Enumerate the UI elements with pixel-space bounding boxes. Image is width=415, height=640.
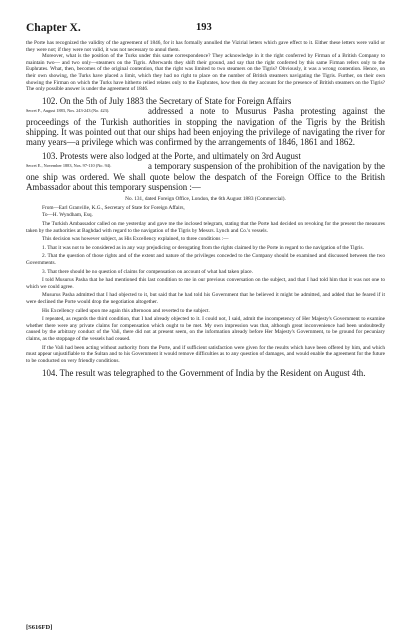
despatch-to: To—H. Wyndham, Esq. <box>42 212 93 218</box>
despatch-paragraph: Musurus Pasha admitted that I had objected to it, but said that he had told his Government that he believed it might be admitted, and added that he feared if it were declined the Porte would drop the negotiation altogether. <box>26 292 385 305</box>
footer-mark: [S616FD] <box>26 624 53 631</box>
intro-paragraph: Moreover, what is the position of the Turks under this same correspondence? They acknowledge in it the right conferred by Firman of a British Company to maintain two— and two only—steamers on the Tigris. Afterwards they shift their ground, and say that the right conferred by this same Firman refers only to the Euphrates. What, then, becomes of the original contention, that the right was limited to two steamers on the Tigris? Obviously, it was a wrong contention. Hence, on their own showing, the Turks have placed a limit, which they had no right to place on the number of British steamers navigating the Tigris. Further, on their own showing the Firman on which the Turks have hitherto relied relates only to the Euphrates, how then do they account for the presence of British steamers on the Tigris? The only possible answer is under the agreement of 1846. <box>26 53 385 93</box>
section-102 <box>26 96 385 148</box>
despatch-paragraph: His Excellency called upon me again this afternoon and reverted to the subject. <box>42 307 210 314</box>
section-102-lead: 102. On the 5th of July 1883 the Secretary of State for Foreign Affairs <box>42 95 292 106</box>
despatch-paragraph: I told Musurus Pasha that he had mentioned this last condition to me in our previous conversation on the subject, and that I had told him that it was not one to which we could agree. <box>26 277 385 290</box>
page-header <box>26 22 385 38</box>
section-102-body: addressed a note to Musurus Pasha protesting against the proceedings of the Turkish authorities in stopping the navigation of the Tigris by the British shipping. It was pointed out that our ships had been enjoying the privilege of navigating the river for many years—a privilege which was confirmed by the arrangements of 1846, 1861 and 1862. <box>26 106 385 148</box>
despatch-from: From—Earl Granville, K.G., Secretary of State for Foreign Affairs, <box>42 205 185 211</box>
despatch-paragraph: The Turkish Ambassador called on me yesterday and gave me the inclosed telegram, stating that the Porte had decided on revoking for the present the measures taken by the authorities at Baghdad with regard to the navigation of the Tigris by Messrs. Lynch and Co.'s vessels. <box>26 221 385 234</box>
section-103-lead: 103. Protests were also lodged at the Porte, and ultimately on 3rd August <box>42 150 301 161</box>
section-104: 104. The result was telegraphed to the Government of India by the Resident on August 4th. <box>42 368 366 379</box>
despatch-paragraph: I repeated, as regards the third condition, that I had already objected to it. I could not, I said, admit the incompetency of Her Majesty's Government to examine whether there were any private claims for compensation which ought to be met. My own impression was that, although great inconvenience had been undoubtedly caused by the arbitrary conduct of the Vali, there did not at present seem, on the information already before Her Majesty's Government, to be ground for pecuniary claims, as the stoppage of the vessels had ceased. <box>26 316 385 342</box>
despatch-paragraph: 1. That it was not to be considered as in any way prejudicing or derogating from the rights claimed by the Porte in regard to the navigation of the Tigris. <box>42 244 364 251</box>
section-103 <box>26 151 385 193</box>
despatch-body <box>26 221 385 364</box>
section-102-margin-note: Secret F., August 1883, Nos. 243-243 (No. 423). <box>26 108 110 114</box>
intro-paragraph: the Porte has recognized the validity of the agreement of 1846, for it has formally annulled the Vizirial letters which gave effect to it. Either these letters were valid or they were not; if they were not valid, it was not necessary to annul them. <box>26 40 385 53</box>
page-number: 193 <box>196 22 212 33</box>
despatch-paragraph: 3. That there should be no question of claims for compensation on account of what had taken place. <box>42 268 253 275</box>
section-103-margin-note: Secret E., November 1883, Nos. 97-110 (No. 94). <box>26 163 112 169</box>
despatch-paragraph: This decision was however subject, as His Excellency explained, to three conditions :— <box>42 236 229 243</box>
section-103-body: a temporary suspension of the prohibition of the navigation by the one ship was ordered. We shall quote below the despatch of the Foreign Office to the British Ambassador about this temporary suspension :— <box>26 161 385 192</box>
chapter-heading: Chapter X. <box>26 22 81 34</box>
despatch-paragraph: 2. That the question of those rights and of the extent and nature of the privileges conceded to the Company should be examined and discussed between the two Governments. <box>26 253 385 266</box>
despatch-heading: No. 131, dated Foreign Office, London, the 6th August 1883 (Commercial). <box>125 196 286 203</box>
despatch-paragraph: If the Vali had been acting without authority from the Porte, and if sufficient satisfaction were given for the results which have been offered by him, and which must appear unjustifiable to the Sultan and to his Government it would remove difficulties as to any question of damages, and would enable the agreement for the future to be conducted on very friendly conditions. <box>26 344 385 364</box>
